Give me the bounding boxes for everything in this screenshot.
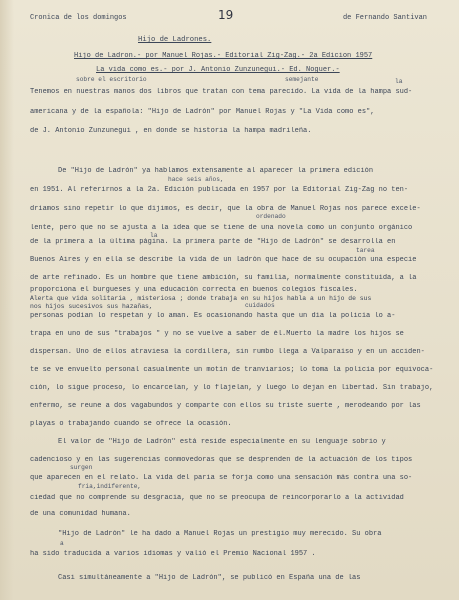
body-line: "Hijo de Ladrón" le ha dado a Manuel Rojas un prestigio muy merecido. Su obra xyxy=(58,530,382,538)
body-line: lente, pero que no se ajusta a la idea que se tiene de una novela como un conjunto orgánico xyxy=(30,224,413,232)
body-line: ha sido traducida a varios idiomas y valió el Premio Nacional 1957 . xyxy=(30,550,316,558)
body-line: enfermo, se reune a dos vagabundos y comparte con ellos su triste suerte , merodeando por las xyxy=(30,402,421,410)
body-line: playas o trabajando cuando se ofrece la ocasión. xyxy=(30,420,232,428)
body-line: dríamos sino repetir lo que dijimos, es decir, que la obra de Manuel Rojas nos parece excele- xyxy=(30,205,421,213)
body-line: Buenos Aires y en ella se describe la vida de un ladrón que hace de su ocupación una especie xyxy=(30,256,417,264)
handwritten-insert: semejante xyxy=(285,76,319,83)
handwritten-insert: la xyxy=(150,232,158,239)
handwritten-insert: ordenado xyxy=(256,213,286,220)
handwritten-insert: hace seis años, xyxy=(168,176,224,183)
body-line: trapa en uno de sus "trabajos " y no se vuelve a saber de él.Muerto la madre los hijos se xyxy=(30,330,404,338)
handwritten-insert: cuidados xyxy=(245,302,275,309)
body-line: en 1951. Al referirnos a la 2a. Edición publicada en 1957 por la Editorial Zig-Zag no ten- xyxy=(30,186,409,194)
page-title: Hijo de Ladrones. xyxy=(138,36,212,44)
handwritten-insert: sobre el escritorio xyxy=(76,76,147,83)
body-line: de una comunidad humana. xyxy=(30,510,131,518)
body-line: de J. Antonio Zunzunegui , en donde se historia la hampa madrileña. xyxy=(30,127,312,135)
handwritten-insert: tarea xyxy=(356,247,375,254)
handwritten-insert: surgen xyxy=(70,464,93,471)
body-line: americana y de la española: "Hijo de Ladrón" por Manuel Rojas y "La Vida como es", xyxy=(30,108,375,116)
body-line: dispersan. Uno de ellos atraviesa la cordillera, sin rumbo llega a Valparaíso y en un acciden- xyxy=(30,348,425,356)
body-line: Tenemos en nuestras manos dos libros que tratan con tema parecido. La vida de la hampa sud- xyxy=(30,88,413,96)
body-line: que aparecen en el relato. La vida del paria se forja como una sensación más contra una so- xyxy=(30,474,413,482)
body-line: de arte refinado. Es un hombre que tiene ambición, su familia, normalmente constituída, a la xyxy=(30,274,417,282)
body-line: De "Hijo de Ladrón" ya hablamos extensamente al aparecer la primera edición xyxy=(58,167,374,175)
header-author: de Fernando Santivan xyxy=(342,14,427,22)
body-line: te se ve envuelto personal casualmente un motín de tranviarios; lo toma la policía por equivoca- xyxy=(30,366,434,374)
handwritten-insert: fria,indiferente, xyxy=(78,483,142,490)
handwritten-insert: la xyxy=(395,78,403,85)
body-line: Alerta que vida solitaria , misteriosa ; donde trabaja en su hijos habla a un hijo de sus xyxy=(30,295,372,302)
book-reference-2: La vida como es.- por J. Antonio Zunzunegui.- Ed. Noguer.- xyxy=(96,66,340,74)
handwritten-insert: a xyxy=(60,540,64,547)
body-line: El valor de "Hijo de Ladrón" está reside especialmente en su lenguaje sobrio y xyxy=(58,438,386,446)
page-edge-shadow xyxy=(0,0,14,600)
page-number: 19 xyxy=(218,8,234,22)
body-line: proporciona el burgueses y una educación correcta en buenos colegios fiscales. xyxy=(30,286,358,294)
book-reference-1: Hijo de Ladron.- por Manuel Rojas.- Editorial Zig-Zag.- 2a Edicion 1957 xyxy=(74,52,373,60)
body-line: cadencioso y en las sugerencias conmovedoras que se desprenden de la actuación de los tipos xyxy=(30,456,413,464)
body-line: ciedad que no comprende su desgracia, que no se preocupa de reincorporarlo a la actividad xyxy=(30,494,404,502)
body-line: nos hijos sucesivos sus hazañas, xyxy=(30,303,153,310)
body-line: de la primera a la última página. La primera parte de "Hijo de Ladrón" se desarrolla en xyxy=(30,238,396,246)
body-line: personas podían lo respetan y lo aman. Es ocasionando hasta que un día la policía lo a- xyxy=(30,312,396,320)
header-column-title: Cronica de los domingos xyxy=(30,14,127,22)
body-line: ción, lo sigue proceso, lo encarcelan, y lo flajelan, y luego lo dejan en libertad. Sin trabajo, xyxy=(30,384,434,392)
body-line: Casi simultáneamente a "Hijo de Ladrón", se publicó en España una de las xyxy=(58,574,361,582)
